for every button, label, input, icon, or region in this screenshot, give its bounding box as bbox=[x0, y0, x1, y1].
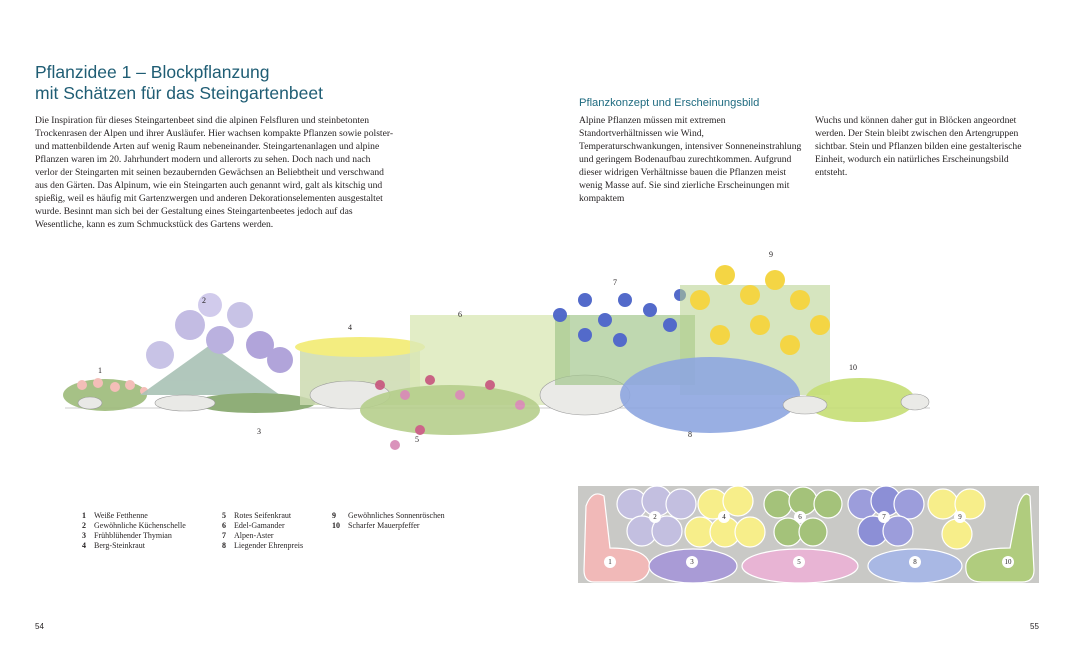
plan-label-5: 5 bbox=[793, 556, 805, 568]
planting-illustration bbox=[60, 245, 950, 470]
legend-col-1 bbox=[82, 511, 186, 551]
garden-bed-drawing bbox=[60, 245, 950, 470]
legend-item: 4 Berg-Steinkraut bbox=[82, 541, 145, 550]
section-heading: Pflanzkonzept und Erscheinungsbild bbox=[579, 97, 760, 109]
concept-paragraph-col1: Alpine Pflanzen müssen mit extremen Standortverhältnissen wie Wind, Temperaturschwankungen, intensiver Sonneneinstrahlung und geringem Bodenaufbau zurechtkommen. Aufgrund dieser widrigen Verhältnisse bauen die Pflanzen meist wenig Masse auf. Sie sind zierliche Erscheinungen mit kompaktem bbox=[579, 115, 802, 204]
concept-paragraph-col2: Wuchs und können daher gut in Blöcken angeordnet werden. Der Stein bleibt zwischen den Artengruppen sichtbar. Stein und Pflanzen bilden eine gestalterische Einheit, wodurch ein natürliches Erscheinungsbild entsteht. bbox=[815, 115, 1022, 178]
legend-col-2 bbox=[222, 511, 303, 551]
plant-8 bbox=[620, 357, 800, 433]
legend-item: 1 Weiße Fetthenne bbox=[82, 511, 148, 520]
legend-item: 10 Scharfer Mauerpfeffer bbox=[332, 521, 420, 530]
title-line-1: Pflanzidee 1 – Blockpflanzung bbox=[35, 62, 270, 82]
illustration-label-2: 2 bbox=[202, 296, 206, 305]
intro-paragraph: Die Inspiration für dieses Steingartenbeet sind die alpinen Felsfluren und steinbetonten Trockenrasen der Alpen und ihrer Ausläufer. Hier wachsen kompakte Pflanzen sowie polster- und mattenbildende Arten auf wenig Raum nebeneinander. Steingartenanlagen und alpine Pflanzen waren im 20. Jahrhundert modern und allerorts zu sehen. Doch nach und nach verlor der Steingarten mit seinen bezaubernden Gewächsen an Beliebtheit und verschwand aus den Gärten. Das Alpinum, wie ein Steingarten auch genannt wird, galt als kitschig und spießig, weil es häufig mit Gartenzwergen und anderen Dekorationselementen ausgestaltet wurde. Besinnt man sich bei der Gestaltung eines Steingartenbeetes jedoch auf das Wesentliche, kann es zum Schmuckstück des Gartens werden. bbox=[35, 115, 394, 230]
illustration-label-9: 9 bbox=[769, 250, 773, 259]
illustration-label-7: 7 bbox=[613, 278, 617, 287]
plant-1 bbox=[63, 378, 148, 411]
illustration-label-3: 3 bbox=[257, 427, 261, 436]
plan-label-3: 3 bbox=[686, 556, 698, 568]
planting-plan bbox=[578, 486, 1039, 583]
plan-label-7: 7 bbox=[878, 511, 890, 523]
plan-label-4: 4 bbox=[718, 511, 730, 523]
illustration-label-1: 1 bbox=[98, 366, 102, 375]
plan-label-10: 10 bbox=[1002, 556, 1014, 568]
legend-item: 3 Frühblühender Thymian bbox=[82, 531, 172, 540]
legend-item: 5 Rotes Seifenkraut bbox=[222, 511, 292, 520]
illustration-label-6: 6 bbox=[458, 310, 462, 319]
legend-item: 2 Gewöhnliche Küchenschelle bbox=[82, 521, 186, 530]
plan-label-2: 2 bbox=[649, 511, 661, 523]
plant-2 bbox=[140, 293, 293, 395]
legend-item: 8 Liegender Ehrenpreis bbox=[222, 541, 304, 550]
title-line-2: mit Schätzen für das Steingartenbeet bbox=[35, 83, 323, 103]
page-title bbox=[35, 62, 323, 104]
plan-label-8: 8 bbox=[909, 556, 921, 568]
plan-diagram bbox=[578, 486, 1039, 583]
plan-label-1: 1 bbox=[604, 556, 616, 568]
legend-item: 9 Gewöhnliches Sonnenröschen bbox=[332, 511, 445, 520]
page-number-left: 54 bbox=[35, 622, 44, 631]
legend-item: 7 Alpen-Aster bbox=[222, 531, 274, 540]
illustration-label-10: 10 bbox=[849, 363, 857, 372]
illustration-label-8: 8 bbox=[688, 430, 692, 439]
legend-item: 6 Edel-Gamander bbox=[222, 521, 285, 530]
illustration-label-5: 5 bbox=[415, 435, 419, 444]
page-number-right: 55 bbox=[1030, 622, 1039, 631]
illustration-label-4: 4 bbox=[348, 323, 352, 332]
plan-label-6: 6 bbox=[794, 511, 806, 523]
plan-label-9: 9 bbox=[954, 511, 966, 523]
legend-col-3 bbox=[332, 511, 445, 531]
